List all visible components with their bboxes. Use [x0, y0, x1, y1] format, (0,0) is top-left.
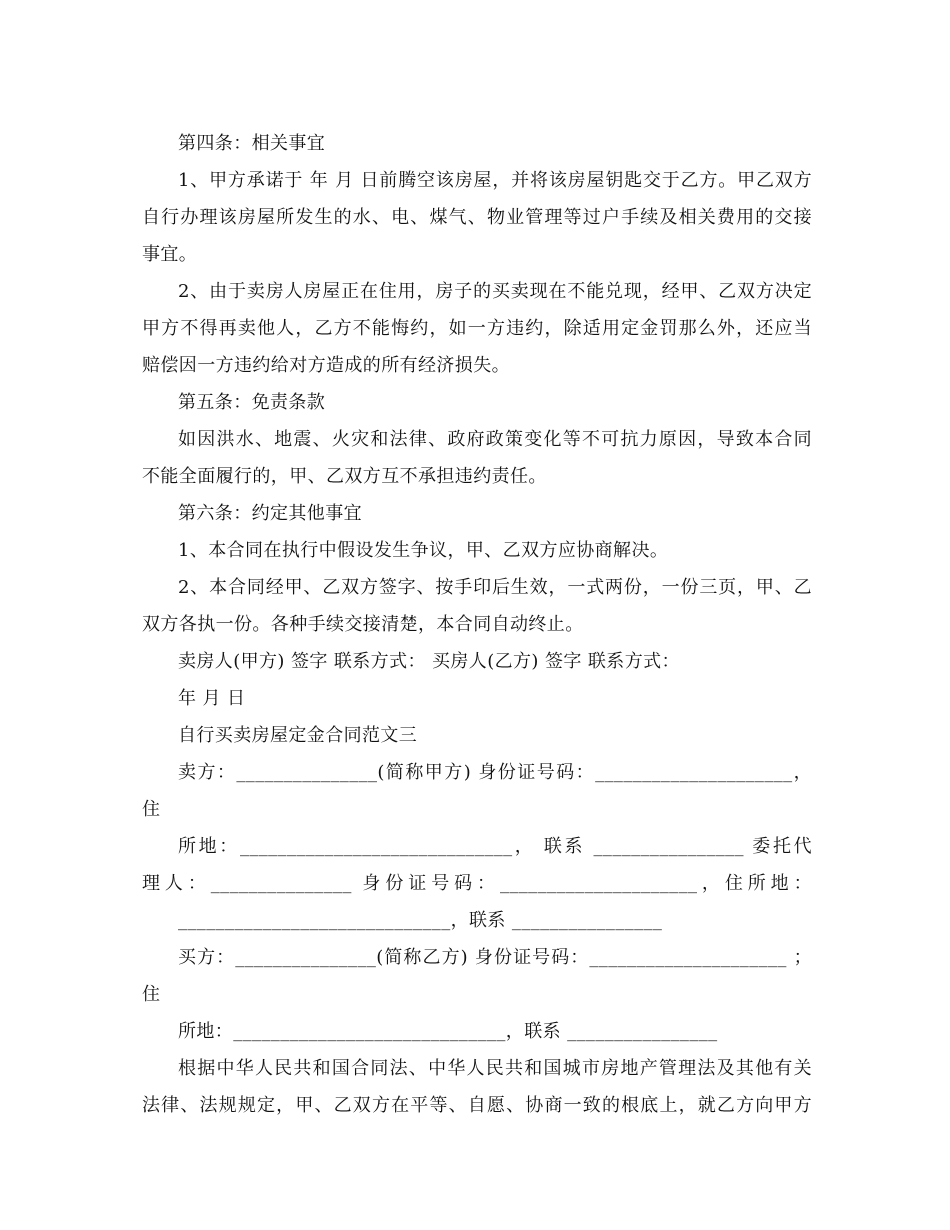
agent-address-line: _____________________________，联系 ________________: [178, 910, 663, 931]
article-4-clause-2-line-1: 2、由于卖房人房屋正在住用，房子的买卖现在不能兑现，经甲、乙双方决定: [178, 281, 812, 302]
buyer-address-line: 所地：_____________________________，联系 ________________: [178, 1021, 718, 1042]
preamble-line-2: 法律、法规规定，甲、乙双方在平等、自愿、协商一致的根底上，就乙方向甲方: [142, 1095, 812, 1116]
article-6-heading: 第六条：约定其他事宜: [178, 503, 362, 524]
article-4-clause-2-line-2: 甲方不得再卖他人，乙方不能悔约，如一方违约，除适用定金罚那么外，还应当: [142, 318, 812, 339]
seller-line: 卖方：_______________(简称甲方) 身份证号码：_____________________，: [178, 762, 812, 783]
seller-address-label-start: 住: [142, 799, 161, 820]
article-6-clause-2-line-1: 2、本合同经甲、乙双方签字、按手印后生效，一式两份，一份三页，甲、乙: [178, 577, 812, 598]
date-line: 年 月 日: [178, 688, 246, 709]
article-4-clause-1-line-3: 事宜。: [142, 244, 198, 265]
section-title: 自行买卖房屋定金合同范文三: [178, 725, 418, 746]
preamble-line-1: 根据中华人民共和国合同法、中华人民共和国城市房地产管理法及其他有关: [178, 1058, 812, 1079]
article-4-clause-1-line-2: 自行办理该房屋所发生的水、电、煤气、物业管理等过户手续及相关费用的交接: [142, 207, 812, 228]
seller-address-line: 所地：_____________________________， 联系 ________________ 委托代: [178, 836, 812, 857]
buyer-address-label-start: 住: [142, 984, 161, 1005]
article-4-clause-2-line-3: 赔偿因一方违约给对方造成的所有经济损失。: [142, 355, 510, 376]
article-5-text-line-1: 如因洪水、地震、火灾和法律、政府政策变化等不可抗力原因，导致本合同: [178, 429, 812, 450]
signature-line: 卖房人(甲方) 签字 联系方式： 买房人(乙方) 签字 联系方式：: [178, 651, 680, 672]
agent-line: 理人：_______________ 身份证号码：_____________________，住所地：: [142, 873, 812, 894]
article-5-heading: 第五条：免责条款: [178, 392, 326, 413]
article-4-clause-1-line-1: 1、甲方承诺于 年 月 日前腾空该房屋，并将该房屋钥匙交于乙方。甲乙双方: [178, 170, 812, 191]
article-6-clause-1: 1、本合同在执行中假设发生争议，甲、乙双方应协商解决。: [178, 540, 669, 561]
article-6-clause-2-line-2: 双方各执一份。各种手续交接清楚，本合同自动终止。: [142, 614, 584, 635]
article-5-text-line-2: 不能全面履行的，甲、乙双方互不承担违约责任。: [142, 466, 547, 487]
article-4-heading: 第四条：相关事宜: [178, 133, 326, 154]
buyer-line: 买方：_______________(简称乙方) 身份证号码：_____________________ ；: [178, 947, 812, 968]
